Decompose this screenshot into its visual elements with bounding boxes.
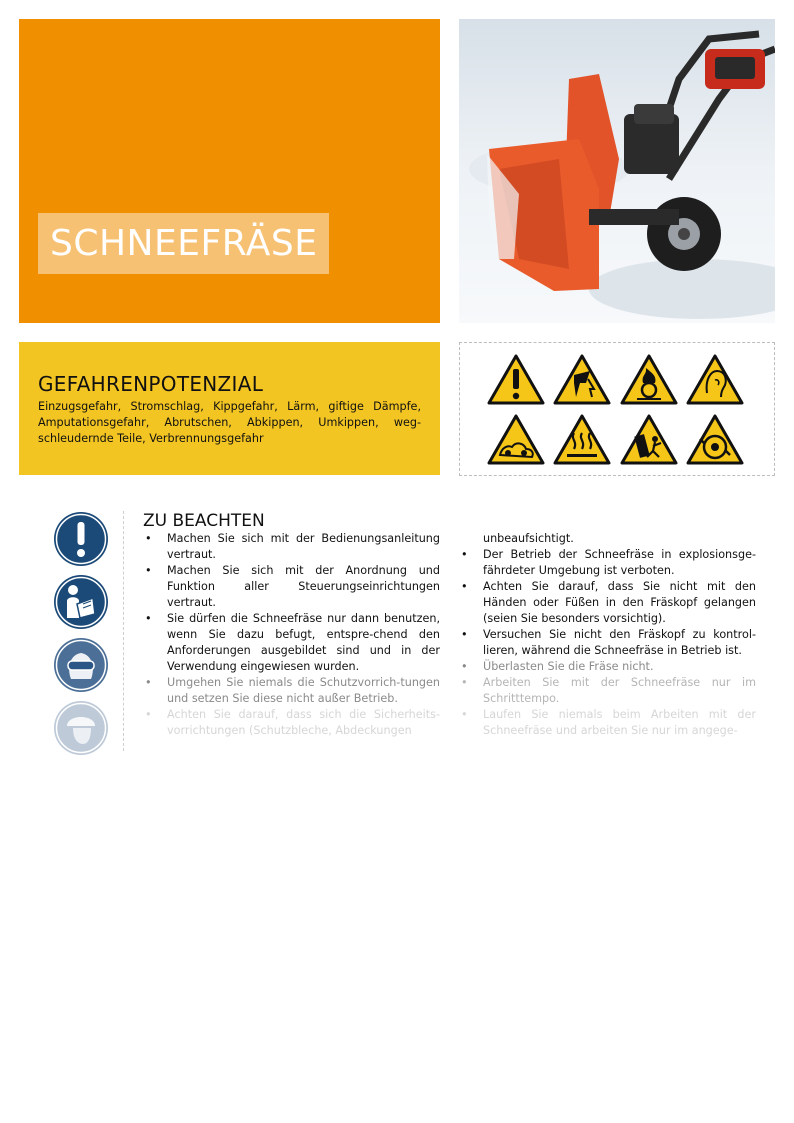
hazard-heading: GEFAHRENPOTENZIAL [38, 372, 264, 396]
list-item: • Machen Sie sich mit der Bedienungsanleitung vertraut. [143, 531, 440, 563]
list-item: • Laufen Sie niemals beim Arbeiten mit der Schneefräse und arbeiten Sie nur im angege- [459, 707, 756, 739]
hazard-section [19, 342, 440, 475]
title-banner [19, 19, 440, 323]
exclamation-mandatory-icon [53, 511, 109, 567]
notes-column-left [143, 531, 440, 739]
list-item: • Machen Sie sich mit der Anordnung und Funktion aller Steuerungseinrichtungen vertraut. [143, 563, 440, 611]
warning-signs-panel [459, 342, 775, 476]
snow-blower-photo [459, 19, 775, 323]
oxidizing-icon [619, 353, 679, 407]
head-protection-icon [53, 700, 109, 756]
general-warning-icon [486, 353, 546, 407]
read-manual-icon [53, 574, 109, 630]
electric-shock-icon [552, 353, 612, 407]
rotating-parts-icon [685, 413, 745, 467]
noise-icon [685, 353, 745, 407]
eye-protection-icon [53, 637, 109, 693]
title-box [38, 213, 329, 274]
list-item: • Arbeiten Sie mit der Schneefräse nur im Schritttempo. [459, 675, 756, 707]
notes-heading: ZU BEACHTEN [143, 511, 265, 531]
hazard-text: Einzugsgefahr, Stromschlag, Kippgefahr, Lärm, giftige Dämpfe, Amputationsgefahr, Abrutschen, Abkippen, Umkippen, weg-schleudernde Teile, Verbrennungsgefahr [38, 400, 421, 445]
list-item-continuation: unbeaufsichtigt. [483, 532, 574, 545]
list-item: • Umgehen Sie niemals die Schutzvorrich-tungen und setzen Sie diese nicht außer Betrieb. [143, 675, 440, 707]
hot-surface-icon [552, 413, 612, 467]
page-title: SCHNEEFRÄSE [50, 223, 318, 264]
list-item: • Sie dürfen die Schneefräse nur dann benutzen, wenn Sie dazu befugt, entspre-chend den Anforderungen ausgebildet sind und in der Verwendung eingewiesen wurden. [143, 611, 440, 675]
notes-column-right [459, 531, 756, 739]
list-item: • Achten Sie darauf, dass Sie nicht mit den Händen oder Füßen in den Fräskopf gelangen (seien Sie besonders vorsichtig). [459, 579, 756, 627]
crushing-icon [486, 413, 546, 467]
divider [123, 511, 124, 751]
list-item: • Achten Sie darauf, dass sich die Sicherheits-vorrichtungen (Schutzbleche, Abdeckungen [143, 707, 440, 739]
tipping-icon [619, 413, 679, 467]
list-item: • Der Betrieb der Schneefräse in explosionsge-fährdeter Umgebung ist verboten. [459, 547, 756, 579]
list-item: • Versuchen Sie nicht den Fräskopf zu kontrol-lieren, während die Schneefräse in Betrieb ist. [459, 627, 756, 659]
fade-mask [130, 752, 770, 772]
list-item: • Überlasten Sie die Fräse nicht. [459, 659, 756, 675]
